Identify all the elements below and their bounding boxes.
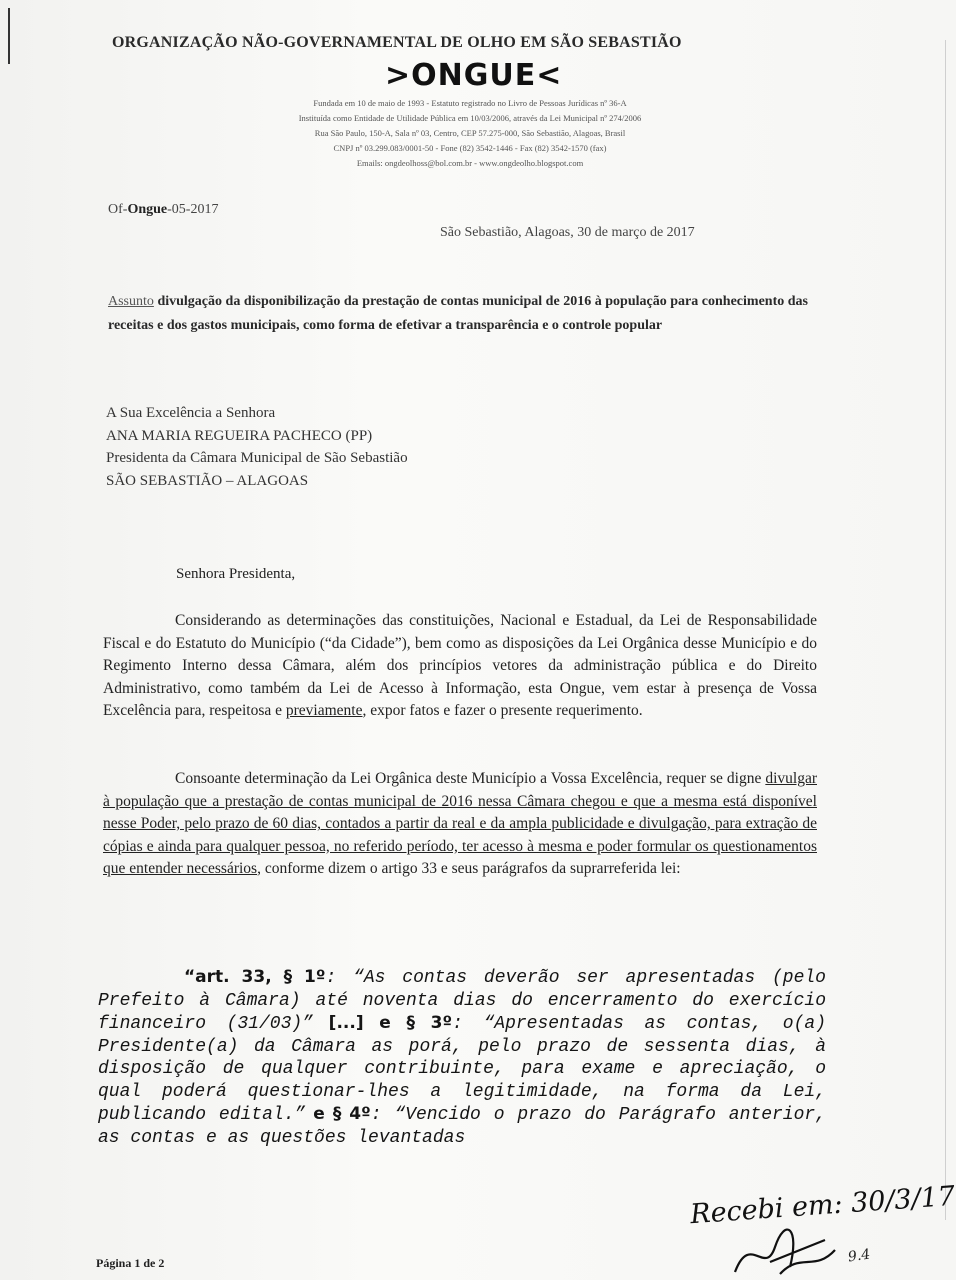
page-number: Página 1 de 2 <box>96 1256 165 1270</box>
salutation: Senhora Presidenta, <box>176 566 296 582</box>
letterhead-line: Rua São Paulo, 150-A, Sala nº 03, Centro, CEP 57.275-000, São Sebastião, Alagoas, Brasil <box>314 128 626 138</box>
letterhead-line: Instituída como Entidade de Utilidade Pública em 10/03/2006, através da Lei Municipal nº 274/2006 <box>298 113 642 123</box>
document-date: São Sebastião, Alagoas, 30 de março de 2017 <box>440 225 695 240</box>
letterhead-details <box>190 96 750 171</box>
subject-block <box>108 290 808 338</box>
addressee-line: Presidenta da Câmara Municipal de São Sebastião <box>106 450 408 466</box>
paragraph-1: Considerando as determinações das constituições, Nacional e Estadual, da Lei de Responsabilidade Fiscal e do Estatuto do Município (“da Cidade”), bem como as disposições da Lei Orgânica desse Município e do Regimento Interno dessa Câmara, além dos princípios vetores da administração pública e do Direito Administrativo, como também da Lei de Acesso à Informação, esta Ongue, vem estar à presença de Vossa Excelência para, respeitosa e previamente, expor fatos e fazer o presente requerimento. <box>103 612 817 720</box>
subject-text: divulgação da disponibilização da prestação de contas municipal de 2016 à população para conhecimento das receitas e dos gastos municipais, como forma de efetivar a transparência e o controle popular <box>108 294 809 333</box>
ongue-logo: >ONGUE< <box>385 58 563 93</box>
addressee-line: ANA MARIA REGUEIRA PACHECO (PP) <box>106 427 373 444</box>
addressee-line: SÃO SEBASTIÃO – ALAGOAS <box>106 472 309 489</box>
page-edge-mark <box>8 8 10 64</box>
addressee-block <box>106 402 408 492</box>
law-quotation: “art. 33, § 1º: “As contas deverão ser apresentadas (pelo Prefeito à Câmara) até noventa dias do encerramento do exercício financeiro (31/03)” [...] e § 3º: “Apresentadas as contas, o(a) Presidente(a) da Câmara as porá, pelo prazo de sessenta dias, à disposição de qualquer contribuinte, para exame e apreciação, o qual poderá questionar-lhes a legitimidade, na forma da Lei, publicando edital.” e § 4º: “Vencido o prazo do Parágrafo anterior, as contas e as questões levantadas <box>98 967 827 1148</box>
letterhead-line: Emails: ongdeolhoss@bol.com.br - www.ongdeolho.blogspot.com <box>356 158 584 168</box>
handwritten-mark: 9.4 <box>846 1246 872 1266</box>
page-fold-line <box>945 40 946 1220</box>
organization-name: ORGANIZAÇÃO NÃO-GOVERNAMENTAL DE OLHO EM SÃO SEBASTIÃO <box>112 34 682 51</box>
letterhead-line: CNPJ nº 03.299.083/0001-50 - Fone (82) 3542-1446 - Fax (82) 3542-1570 (fax) <box>333 143 607 153</box>
subject-label: Assunto <box>108 294 154 309</box>
addressee-line: A Sua Excelência a Senhora <box>106 405 276 421</box>
document-reference: Of-Ongue-05-2017 <box>108 202 219 217</box>
paragraph-2: Consoante determinação da Lei Orgânica deste Município a Vossa Excelência, requer se digne divulgar à população que a prestação de contas municipal de 2016 nessa Câmara chegou e que a mesma está disponível nesse Poder, pelo prazo de 60 dias, contados a partir da real e da ampla publicidade e divulgação, para extração de cópias e ainda para qualquer pessoa, no referido período, ter acesso à mesma e poder formular os questionamentos que entender necessários, conforme dizem o artigo 33 e seus parágrafos da suprarreferida lei: <box>103 770 817 878</box>
handwritten-signature <box>730 1222 840 1280</box>
letterhead-line: Fundada em 10 de maio de 1993 - Estatuto registrado no Livro de Pessoas Jurídicas nº 36-A <box>313 98 627 108</box>
handwritten-receipt-note: Recebi em: 30/3/17 <box>689 1180 956 1231</box>
